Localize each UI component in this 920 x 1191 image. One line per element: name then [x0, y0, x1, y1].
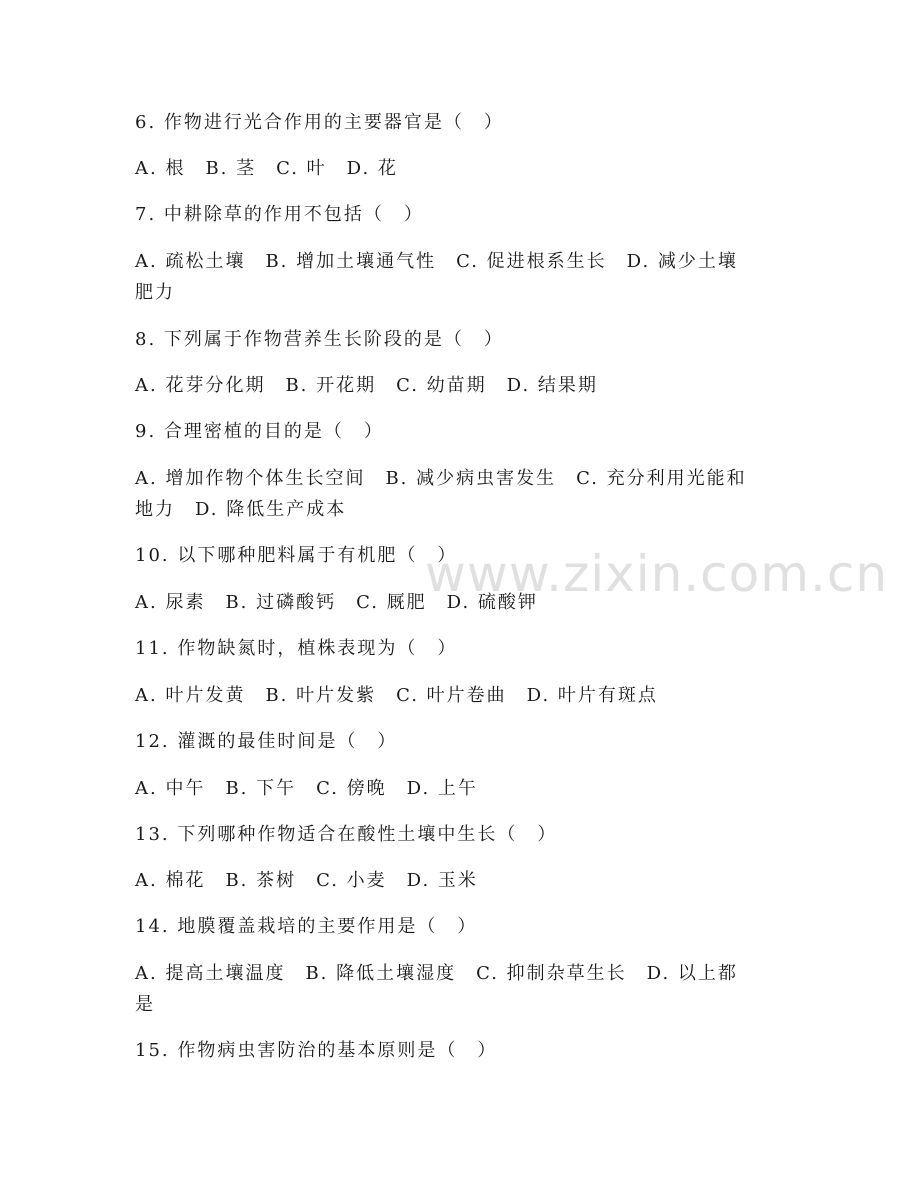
- question-9-options-cont: 地力 D. 降低生产成本: [135, 499, 347, 520]
- question-15: 15. 作物病虫害防治的基本原则是（ ）: [135, 1040, 498, 1061]
- question-14-options-cont: 是: [135, 994, 155, 1015]
- question-7: 7. 中耕除草的作用不包括（ ）: [135, 204, 424, 225]
- question-8: 8. 下列属于作物营养生长阶段的是（ ）: [135, 329, 504, 350]
- question-10-options: A. 尿素 B. 过磷酸钙 C. 厩肥 D. 硫酸钾: [135, 592, 538, 613]
- question-13: 13. 下列哪种作物适合在酸性土壤中生长（ ）: [135, 824, 558, 845]
- question-10: 10. 以下哪种肥料属于有机肥（ ）: [135, 545, 458, 566]
- question-6-options: A. 根 B. 茎 C. 叶 D. 花: [135, 158, 398, 179]
- question-8-options: A. 花芽分化期 B. 开花期 C. 幼苗期 D. 结果期: [135, 375, 598, 396]
- question-14: 14. 地膜覆盖栽培的主要作用是（ ）: [135, 916, 478, 937]
- question-11-options: A. 叶片发黄 B. 叶片发紫 C. 叶片卷曲 D. 叶片有斑点: [135, 685, 658, 706]
- question-14-options: A. 提高土壤温度 B. 降低土壤湿度 C. 抑制杂草生长 D. 以上都: [135, 963, 738, 984]
- question-12: 12. 灌溉的最佳时间是（ ）: [135, 731, 398, 752]
- question-7-options: A. 疏松土壤 B. 增加土壤通气性 C. 促进根系生长 D. 减少土壤: [135, 251, 738, 272]
- question-9: 9. 合理密植的目的是（ ）: [135, 421, 384, 442]
- question-6: 6. 作物进行光合作用的主要器官是（ ）: [135, 112, 504, 133]
- question-9-options: A. 增加作物个体生长空间 B. 减少病虫害发生 C. 充分利用光能和: [135, 468, 747, 489]
- question-7-options-cont: 肥力: [135, 282, 175, 303]
- question-11: 11. 作物缺氮时，植株表现为（ ）: [135, 638, 458, 659]
- watermark: www.zixin.com.cn: [425, 545, 889, 603]
- question-12-options: A. 中午 B. 下午 C. 傍晚 D. 上午: [135, 778, 478, 799]
- question-13-options: A. 棉花 B. 茶树 C. 小麦 D. 玉米: [135, 870, 478, 891]
